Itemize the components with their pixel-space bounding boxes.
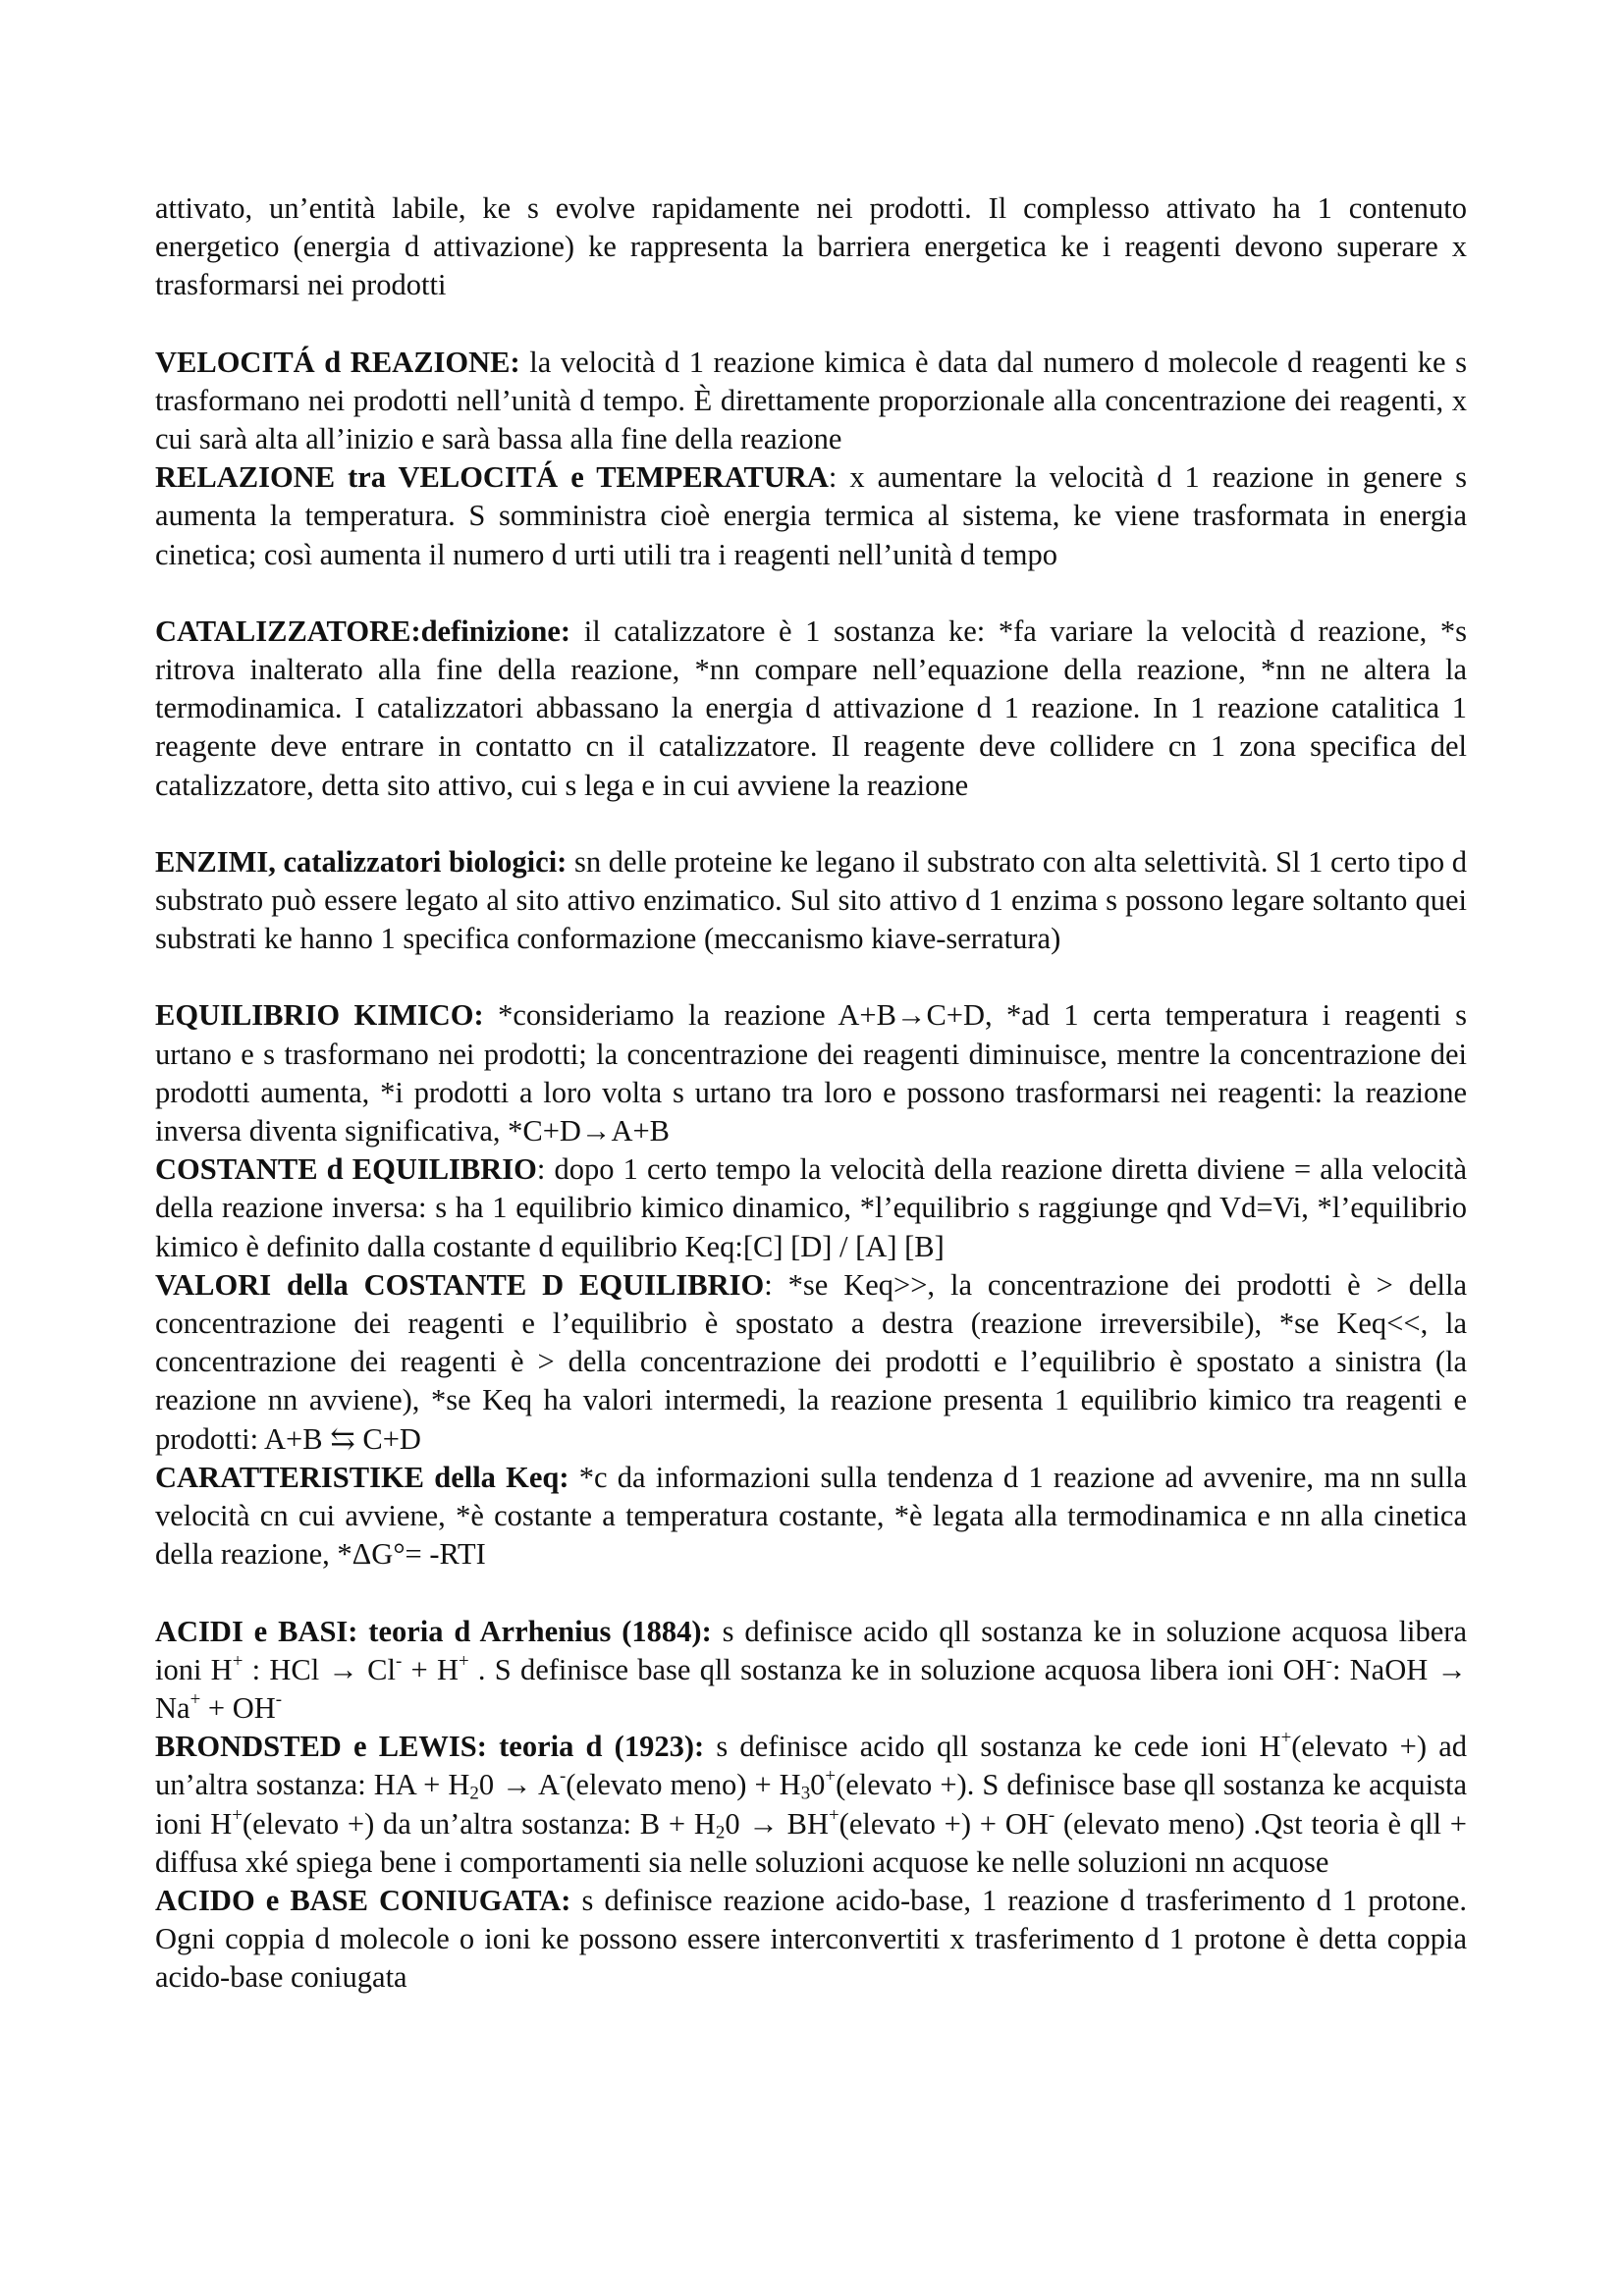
superscript: + xyxy=(232,1804,243,1826)
reaction-arrow: → xyxy=(580,1114,612,1148)
reaction-arrow: → xyxy=(748,1806,779,1841)
paragraph-text: attivato, un’entità labile, ke s evolve rapidamente nei prodotti. Il complesso attivato ha 1 contenuto energetico (energia d attivazione) ke rappresenta la barriera energetica ke i reagenti devono superare x trasformarsi nei prodotti xyxy=(155,191,1467,302)
superscript: + xyxy=(232,1650,243,1672)
paragraph-text: : HCl xyxy=(243,1652,329,1686)
paragraph-text: : NaOH xyxy=(1331,1652,1437,1686)
paragraph-text: la velocità d 1 reazione kimica è data dal numero d molecole d reagenti ke s trasformano nei prodotti nell’unità d tempo. È direttamente proporzionale alla concentrazione dei reagenti, x cui sarà alta all’inizio e sarà bassa alla fine della reazione xyxy=(155,345,1467,456)
section-heading: BRONDSTED e LEWIS: teoria d (1923): xyxy=(155,1730,705,1764)
reaction-arrow: → xyxy=(328,1652,358,1686)
paragraph-conjugate-acid-base xyxy=(155,1882,1467,1998)
paragraph-keq-characteristics xyxy=(155,1459,1467,1575)
superscript: - xyxy=(395,1650,403,1672)
paragraph-text: : *se Keq>>, la concentrazione dei prodotti è > della concentrazione dei reagenti e l’equilibrio è spostato a destra (reazione irreversibile), *se Keq<<, la concentrazione dei reagenti è > della concentrazione dei prodotti e l’equilibrio è spostato a sinistra (la reazione nn avviene), *se Keq ha valori intermedi, la reazione presenta 1 equilibrio kimico tra reagenti e prodotti: A+B xyxy=(155,1267,1467,1456)
section-heading: COSTANTE d EQUILIBRIO xyxy=(155,1152,537,1187)
paragraph-constant-values xyxy=(155,1266,1467,1459)
equilibrium-arrow: ⇆ xyxy=(330,1421,355,1456)
paragraph-gap xyxy=(155,1575,1467,1613)
paragraph-text: (elevato +). S definisce base qll sostanza ke acquista ioni H xyxy=(155,1768,1468,1841)
subscript: 3 xyxy=(800,1784,811,1805)
paragraph-text: 0 xyxy=(810,1768,826,1802)
paragraph-text: (elevato meno) + H xyxy=(566,1768,801,1802)
paragraph-text: A+B xyxy=(611,1114,671,1148)
paragraph-text: Na xyxy=(155,1690,190,1725)
paragraph-text: C+D, *ad 1 certa temperatura i reagenti s urtano e s trasformano nei prodotti; la concentrazione dei reagenti diminuisce, mentre la concentrazione dei prodotti aumenta, *i prodotti a loro volta s urtano tra loro e possono trasformarsi nei reagenti: la reazione inversa diventa significativa, *C+D xyxy=(155,998,1468,1148)
reaction-arrow: → xyxy=(502,1768,532,1802)
section-heading: ACIDO e BASE CONIUGATA: xyxy=(155,1883,571,1917)
paragraph-text: sn delle proteine ke legano il substrato con alta selettività. Sl 1 certo tipo d substrato può essere legato al sito attivo enzimatico. Sul sito attivo d 1 enzima s possono legare soltanto quei substrati ke hanno 1 specifica conformazione (meccanismo kiave-serratura) xyxy=(155,844,1467,956)
paragraph-text: 0 xyxy=(478,1768,503,1802)
paragraph-text: + OH xyxy=(200,1690,276,1725)
paragraph-text: (elevato meno) .Qst teoria è qll + diffusa xké spiega bene i comportamenti sia nelle soluzioni acquose ke nelle soluzioni nn acquose xyxy=(155,1806,1467,1879)
paragraph-text: Cl xyxy=(357,1652,396,1686)
paragraph-text: + H xyxy=(402,1652,459,1686)
superscript: + xyxy=(829,1804,839,1826)
paragraph-brondsted-lewis xyxy=(155,1728,1467,1882)
superscript: - xyxy=(1048,1804,1055,1826)
paragraph-catalyst xyxy=(155,613,1467,805)
paragraph-equilibrium-constant xyxy=(155,1150,1467,1266)
paragraph-text: il catalizzatore è 1 sostanza ke: *fa variare la velocità d reazione, *s ritrova inalterato alla fine della reazione, *nn compare nell’equazione della reazione, *nn ne altera la termodinamica. I catalizzatori abbassano la energia d attivazione d 1 reazione. In 1 reazione catalitica 1 reagente deve entrare in contatto cn il catalizzatore. Il reagente deve collidere cn 1 zona specifica del catalizzatore, detta sito attivo, cui s lega e in cui avviene la reazione xyxy=(155,614,1467,802)
paragraph-gap xyxy=(155,805,1467,843)
paragraph-text: BH xyxy=(778,1806,829,1841)
superscript: + xyxy=(825,1766,837,1788)
superscript: - xyxy=(1325,1650,1332,1672)
document-page xyxy=(155,189,1467,1998)
paragraph-speed-temperature xyxy=(155,458,1467,574)
paragraph-text: *c da informazioni sulla tendenza d 1 reazione ad avvenire, ma nn sulla velocità cn cui avviene, *è costante a temperatura costante, *è legata alla termodinamica e nn alla cinetica della reazione, *ΔG°= -RTI xyxy=(155,1460,1467,1572)
section-heading: RELAZIONE tra VELOCITÁ e TEMPERATURA xyxy=(155,460,829,495)
section-heading: CARATTERISTIKE della Keq: xyxy=(155,1460,569,1494)
paragraph-text: s definisce acido qll sostanza ke cede ioni H xyxy=(704,1730,1281,1764)
section-heading: VALORI della COSTANTE D EQUILIBRIO xyxy=(155,1267,765,1302)
superscript: - xyxy=(559,1766,567,1788)
paragraph-reaction-speed xyxy=(155,344,1467,459)
superscript: + xyxy=(189,1688,201,1710)
paragraph-activated-complex xyxy=(155,189,1467,305)
section-heading: ACIDI e BASI: teoria d Arrhenius (1884): xyxy=(155,1614,712,1648)
paragraph-text: . S definisce base qll sostanza ke in soluzione acquosa libera ioni OH xyxy=(468,1652,1326,1686)
paragraph-text: (elevato +) ad un’altra sostanza: HA + H xyxy=(155,1730,1468,1802)
paragraph-gap xyxy=(155,958,1467,996)
reaction-arrow: → xyxy=(895,998,927,1033)
paragraph-gap xyxy=(155,305,1467,344)
paragraph-enzymes xyxy=(155,843,1467,959)
paragraph-text: (elevato +) da un’altra sostanza: B + H xyxy=(242,1806,716,1841)
paragraph-gap xyxy=(155,574,1467,613)
paragraph-text: C+D xyxy=(354,1421,421,1456)
paragraph-chemical-equilibrium xyxy=(155,996,1467,1150)
superscript: + xyxy=(458,1650,469,1672)
reaction-arrow: → xyxy=(1436,1652,1467,1686)
section-heading: CATALIZZATORE:definizione: xyxy=(155,614,571,648)
paragraph-text: 0 xyxy=(725,1806,749,1841)
paragraph-text: : x aumentare la velocità d 1 reazione in genere s aumenta la temperatura. S somministra cioè energia termica al sistema, ke viene trasformata in energia cinetica; così aumenta il numero d urti utili tra i reagenti nell’unità d tempo xyxy=(155,460,1467,571)
section-heading: ENZIMI, catalizzatori biologici: xyxy=(155,844,568,879)
superscript: + xyxy=(1280,1727,1292,1748)
paragraph-text: : dopo 1 certo tempo la velocità della reazione diretta diviene = alla velocità della reazione inversa: s ha 1 equilibrio kimico dinamico, *l’equilibrio s raggiunge qnd Vd=Vi, *l’equilibrio kimico è definito dalla costante d equilibrio Keq:[C] [D] / [A] [B] xyxy=(155,1152,1467,1263)
paragraph-text: *consideriamo la reazione A+B xyxy=(483,998,896,1033)
paragraph-text: (elevato +) + OH xyxy=(839,1806,1049,1841)
subscript: 2 xyxy=(715,1822,726,1843)
paragraph-text: s definisce reazione acido-base, 1 reazione d trasferimento d 1 protone. Ogni coppia d molecole o ioni ke possono essere interconvertiti x trasferimento d 1 protone è detta coppia acido-base coniugata xyxy=(155,1883,1467,1995)
section-heading: VELOCITÁ d REAZIONE: xyxy=(155,345,520,379)
section-heading: EQUILIBRIO KIMICO: xyxy=(155,998,484,1033)
paragraph-text: s definisce acido qll sostanza ke in soluzione acquosa libera ioni H xyxy=(155,1614,1468,1686)
paragraph-arrhenius xyxy=(155,1613,1467,1729)
subscript: 2 xyxy=(469,1784,479,1805)
paragraph-text: A xyxy=(531,1768,560,1802)
superscript: - xyxy=(275,1688,283,1710)
